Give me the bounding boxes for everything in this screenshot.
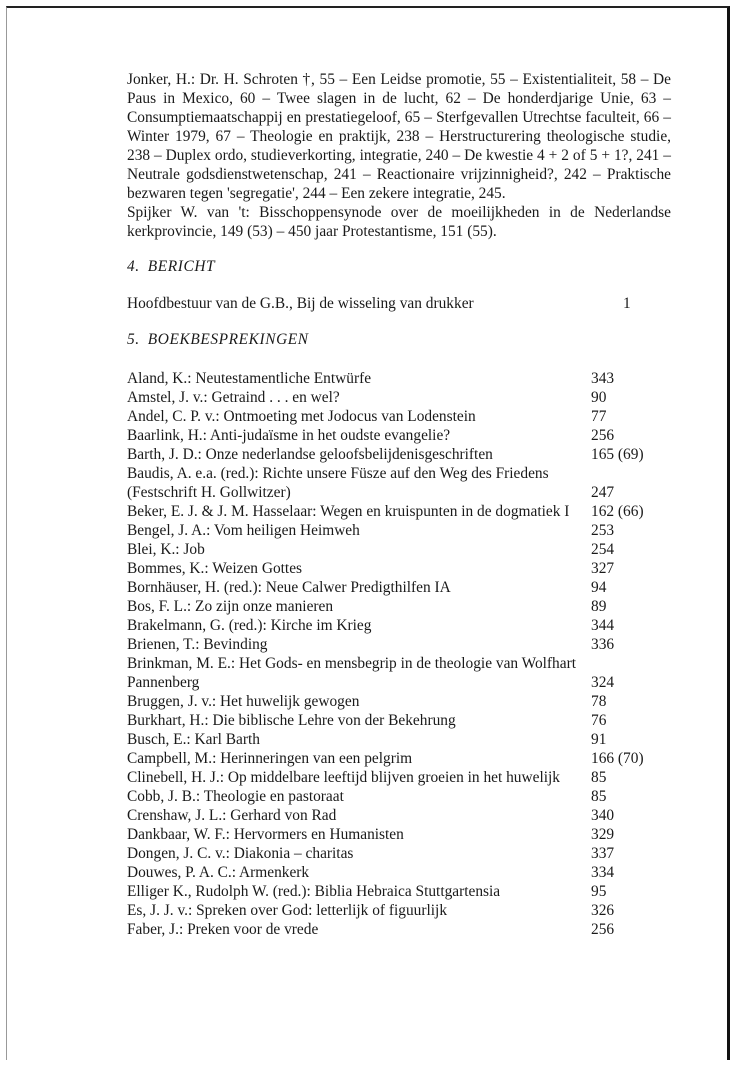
section-number: 4.: [127, 258, 140, 275]
entry-text: Blei, K.: Job: [127, 541, 205, 558]
entry-page: 1: [623, 295, 631, 312]
entry-text: Beker, E. J. & J. M. Hasselaar: Wegen en kruispunten in de dogmatiek I: [127, 503, 570, 520]
entry-page: 344: [591, 617, 615, 634]
list-item: [127, 844, 671, 863]
entry-text: Baarlink, H.: Anti-judaïsme in het oudste evangelie?: [127, 427, 451, 444]
list-item: [127, 445, 671, 464]
list-item: [127, 597, 671, 616]
entry-text: Brakelmann, G. (red.): Kirche im Krieg: [127, 617, 372, 634]
list-item: [127, 559, 671, 578]
list-item: [127, 502, 671, 521]
entry-text: Brinkman, M. E.: Het Gods- en mensbegrip in de theologie van Wolfhart Pannenberg: [127, 655, 576, 691]
entry-page: 166 (70): [591, 750, 644, 767]
list-item: [127, 294, 671, 313]
book-review-list: [127, 369, 671, 939]
entry-page: 162 (66): [591, 503, 644, 520]
entry-page: 78: [591, 693, 607, 710]
list-item: [127, 787, 671, 806]
author-entries: [127, 70, 671, 241]
list-item: [127, 768, 671, 787]
author-entry-spijker: Spijker W. van 't: Bisschoppensynode over de moeilijkheden in de Nederlandse kerkprovincie, 149 (53) – 450 jaar Protestantisme, 151 (55).: [127, 204, 671, 240]
list-item: [127, 825, 671, 844]
entry-page: 327: [591, 560, 615, 577]
entry-page: 95: [591, 883, 607, 900]
entry-text: Douwes, P. A. C.: Armenkerk: [127, 864, 310, 881]
list-item: [127, 369, 671, 388]
list-item: [127, 464, 671, 502]
entry-text: Bruggen, J. v.: Het huwelijk gewogen: [127, 693, 360, 710]
entry-page: 165 (69): [591, 446, 644, 463]
entry-text: Bommes, K.: Weizen Gottes: [127, 560, 303, 577]
entry-page: 336: [591, 636, 615, 653]
entry-page: 247: [591, 484, 615, 501]
section-heading-boekbesprekingen: [127, 330, 671, 349]
section-number: 5.: [127, 331, 140, 348]
list-item: [127, 920, 671, 939]
entry-page: 340: [591, 807, 615, 824]
entry-text: Barth, J. D.: Onze nederlandse geloofsbelijdenisgeschriften: [127, 446, 493, 463]
entry-page: 91: [591, 731, 607, 748]
list-item: [127, 521, 671, 540]
entry-text: Es, J. J. v.: Spreken over God: letterlijk of figuurlijk: [127, 902, 448, 919]
entry-text: Crenshaw, J. L.: Gerhard von Rad: [127, 807, 337, 824]
section-title: BERICHT: [147, 258, 216, 275]
section-heading-bericht: [127, 257, 671, 276]
list-item: [127, 635, 671, 654]
entry-page: 85: [591, 769, 607, 786]
entry-text: Dankbaar, W. F.: Hervormers en Humanisten: [127, 826, 404, 843]
entry-page: 337: [591, 845, 615, 862]
entry-text: Campbell, M.: Herinneringen van een pelgrim: [127, 750, 413, 767]
entry-text: Andel, C. P. v.: Ontmoeting met Jodocus van Lodenstein: [127, 408, 476, 425]
list-item: [127, 882, 671, 901]
bericht-list: [127, 294, 671, 313]
entry-page: 334: [591, 864, 615, 881]
list-item: [127, 711, 671, 730]
entry-text: Burkhart, H.: Die biblische Lehre von der Bekehrung: [127, 712, 456, 729]
entry-text: Faber, J.: Preken voor de vrede: [127, 921, 319, 938]
entry-text: Bos, F. L.: Zo zijn onze manieren: [127, 598, 334, 615]
section-title: BOEKBESPREKINGEN: [147, 331, 309, 348]
list-item: [127, 863, 671, 882]
entry-text: Amstel, J. v.: Getraind . . . en wel?: [127, 389, 340, 406]
entry-text: Baudis, A. e.a. (red.): Richte unsere Füsze auf den Weg des Friedens (Festschrift H. Gollwitzer): [127, 465, 549, 501]
list-item: [127, 578, 671, 597]
entry-text: Cobb, J. B.: Theologie en pastoraat: [127, 788, 344, 805]
list-item: [127, 407, 671, 426]
list-item: [127, 426, 671, 445]
list-item: [127, 388, 671, 407]
list-item: [127, 692, 671, 711]
entry-text: Busch, E.: Karl Barth: [127, 731, 260, 748]
entry-text: Elliger K., Rudolph W. (red.): Biblia Hebraica Stuttgartensia: [127, 883, 501, 900]
list-item: [127, 901, 671, 920]
list-item: [127, 540, 671, 559]
entry-page: 324: [591, 674, 615, 691]
list-item: [127, 749, 671, 768]
entry-page: 90: [591, 389, 607, 406]
list-item: [127, 616, 671, 635]
author-entry-jonker: Jonker, H.: Dr. H. Schroten †, 55 – Een Leidse promotie, 55 – Existentialiteit, 58 – De Paus in Mexico, 60 – Twee slagen in de lucht, 62 – De honderdjarige Unie, 63 – Consumptiemaatschappij en prestatiegeloof, 65 – Sterfgevallen Utrechtse faculteit, 66 – Winter 1979, 67 – Theologie en praktijk, 238 – Herstructurering theologische studie, 238 – Duplex ordo, studieverkorting, integratie, 240 – De kwestie 4 + 2 of 5 + 1?, 241 – Neutrale godsdienstwetenschap, 241 – Reactionaire vrijzinnigheid?, 242 – Praktische bezwaren tegen 'segregatie', 244 – Een zekere integratie, 245.: [127, 71, 671, 202]
entry-text: Dongen, J. C. v.: Diakonia – charitas: [127, 845, 354, 862]
entry-text: Hoofdbestuur van de G.B., Bij de wisseling van drukker: [127, 295, 474, 312]
list-item: [127, 806, 671, 825]
entry-text: Aland, K.: Neutestamentliche Entwürfe: [127, 370, 372, 387]
entry-page: 94: [591, 579, 607, 596]
entry-page: 326: [591, 902, 615, 919]
entry-page: 254: [591, 541, 615, 558]
entry-page: 343: [591, 370, 615, 387]
entry-page: 329: [591, 826, 615, 843]
list-item: [127, 654, 671, 692]
entry-text: Clinebell, H. J.: Op middelbare leeftijd blijven groeien in het huwelijk: [127, 769, 560, 786]
entry-page: 253: [591, 522, 615, 539]
entry-page: 77: [591, 408, 607, 425]
entry-page: 256: [591, 921, 615, 938]
entry-page: 76: [591, 712, 607, 729]
entry-page: 256: [591, 427, 615, 444]
entry-page: 89: [591, 598, 607, 615]
index-page: [127, 70, 671, 939]
entry-page: 85: [591, 788, 607, 805]
entry-text: Bengel, J. A.: Vom heiligen Heimweh: [127, 522, 360, 539]
entry-text: Bornhäuser, H. (red.): Neue Calwer Predigthilfen IA: [127, 579, 451, 596]
entry-text: Brienen, T.: Bevinding: [127, 636, 268, 653]
list-item: [127, 730, 671, 749]
